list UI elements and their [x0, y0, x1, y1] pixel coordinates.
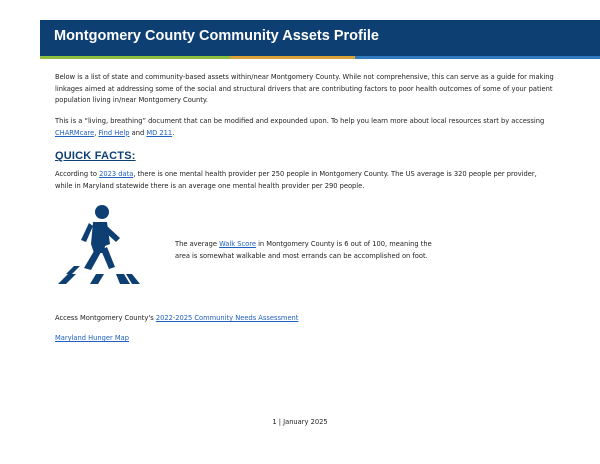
pedestrian-crosswalk-icon [58, 204, 140, 284]
assessment-paragraph [55, 313, 555, 325]
2023-data-link[interactable]: 2023 data [99, 170, 134, 178]
accent-stripe-gold [230, 56, 355, 59]
walk-score-text-start: The average [175, 240, 220, 248]
charmcare-link[interactable]: CHARMcare [55, 128, 95, 137]
community-needs-assessment-link[interactable]: 2022-2025 Community Needs Assessment [155, 314, 299, 322]
living-text: This is a “living, breathing” document that can be modified and expounded upon. To help you learn more about local resources start by accessing [55, 117, 545, 125]
accent-stripe-green [40, 56, 230, 59]
title-banner [40, 20, 600, 56]
quick-facts-heading: QUICK FACTS: [55, 150, 136, 162]
page-footer: 1 | January 2025 [272, 418, 328, 426]
quick-facts-paragraph [55, 169, 555, 192]
accent-stripe-blue [355, 56, 600, 59]
quick-facts-text-start: According to [55, 170, 100, 178]
maryland-hunger-map-link[interactable]: Maryland Hunger Map [55, 334, 129, 342]
living-end: . [172, 128, 175, 137]
md-211-link[interactable]: MD 211 [146, 128, 173, 137]
find-help-link[interactable]: Find Help [98, 128, 130, 137]
living-sep-1: , [94, 128, 99, 137]
intro-paragraph: Below is a list of state and community-based assets within/near Montgomery County. While not comprehensive, this can serve as a guide for making linkages aimed at addressing some of the social and structural drivers that are contributing factors to poor health outcomes of some of your patient population living in/near Montgomery County. [55, 73, 554, 105]
living-document-paragraph [55, 116, 555, 139]
page-title: Montgomery County Community Assets Profile [54, 28, 379, 44]
walk-score-link[interactable]: Walk Score [219, 240, 256, 248]
living-sep-2: and [129, 128, 147, 137]
quick-facts-text-end: , there is one mental health provider per 250 people in Montgomery County. The US average is 320 people per provider, while in Maryland statewide there is an average one mental health provider per 290 people. [55, 170, 537, 190]
walk-score-text-end: in Montgomery County is 6 out of 100, meaning the area is somewhat walkable and most errands can be accomplished on foot. [175, 240, 432, 261]
hunger-map-paragraph [55, 333, 555, 345]
assessment-text: Access Montgomery County's [55, 314, 156, 322]
walk-score-paragraph [175, 238, 435, 262]
